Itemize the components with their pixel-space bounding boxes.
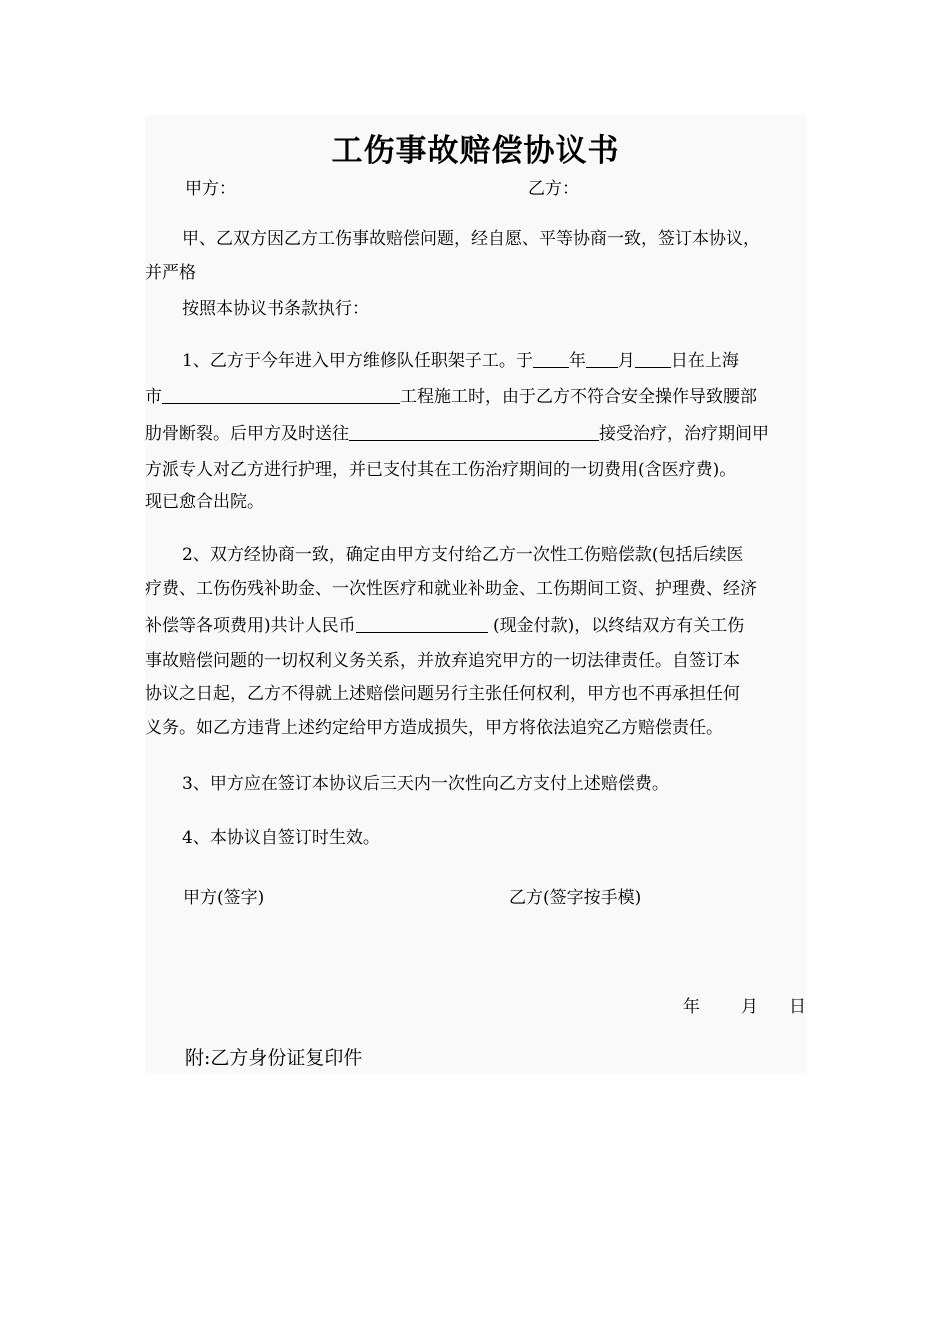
clause-3: 3、甲方应在签订本协议后三天内一次性向乙方支付上述赔偿费。 [182,774,669,794]
clause-2-text: 补偿等各项费用)共计人民币 [145,616,356,636]
intro-line-2: 并严格 [145,263,196,283]
hospital-blank[interactable] [349,420,599,441]
document-title: 工伤事故赔偿协议书 [331,133,620,169]
clause-2-text: (现金付款)，以终结双方有关工伤 [487,616,745,636]
city-label: 市 [145,387,162,407]
day-blank[interactable] [635,347,671,368]
year-label: 年 [568,351,586,371]
attachment-note: 附:乙方身份证复印件 [185,1047,363,1069]
clause-1-line-2 [145,380,806,414]
clause-1-text: 肋骨断裂。后甲方及时送往 [145,424,349,444]
clause-1-text: 接受治疗，治疗期间甲 [599,424,769,444]
clause-1-text: 工程施工时，由于乙方不符合安全操作导致腰部 [400,387,757,407]
agreement-document [145,115,806,1073]
project-location-blank[interactable] [162,383,400,404]
clause-2-line-1: 2、双方经协商一致，确定由甲方支付给乙方一次性工伤赔偿款(包括后续医 [182,545,744,565]
month-blank[interactable] [586,347,618,368]
party-a-label: 甲方： [185,179,236,199]
party-a-signature-label: 甲方(签字) [183,888,265,908]
month-label: 月 [617,351,635,371]
clause-2-line-3 [145,609,806,643]
clause-1-line-1 [145,344,843,378]
party-b-label: 乙方： [528,179,579,199]
clause-1-line-3 [145,417,806,451]
intro-line-3: 按照本协议书条款执行： [182,299,369,319]
party-b-signature-label: 乙方(签字按手模) [509,888,642,908]
clause-4: 4、本协议自签订时生效。 [182,828,380,848]
clause-1-line-4: 方派专人对乙方进行护理，并已支付其在工伤治疗期间的一切费用(含医疗费)。 [145,460,737,480]
clause-1-line-5: 现已愈合出院。 [145,492,264,512]
clause-2-line-4: 事故赔偿问题的一切权利义务关系，并放弃追究甲方的一切法律责任。自签订本 [145,651,740,671]
intro-line-1: 甲、乙双方因乙方工伤事故赔偿问题，经自愿、平等协商一致，签订本协议， [182,229,760,249]
amount-blank[interactable] [356,612,488,633]
clause-1-text: 1、乙方于今年进入甲方维修队任职架子工。于 [182,351,533,371]
clause-2-line-5: 协议之日起，乙方不得就上述赔偿问题另行主张任何权利，甲方也不再承担任何 [145,684,740,704]
date-day-label: 日 [789,997,806,1017]
date-month-label: 月 [741,997,758,1017]
day-location-text: 日在上海 [670,351,739,371]
year-blank[interactable] [533,347,569,368]
clause-2-line-6: 义务。如乙方违背上述约定给甲方造成损失，甲方将依法追究乙方赔偿责任。 [145,718,723,738]
clause-2-line-2: 疗费、工伤伤残补助金、一次性医疗和就业补助金、工伤期间工资、护理费、经济 [145,579,757,599]
date-year-label: 年 [683,997,700,1017]
